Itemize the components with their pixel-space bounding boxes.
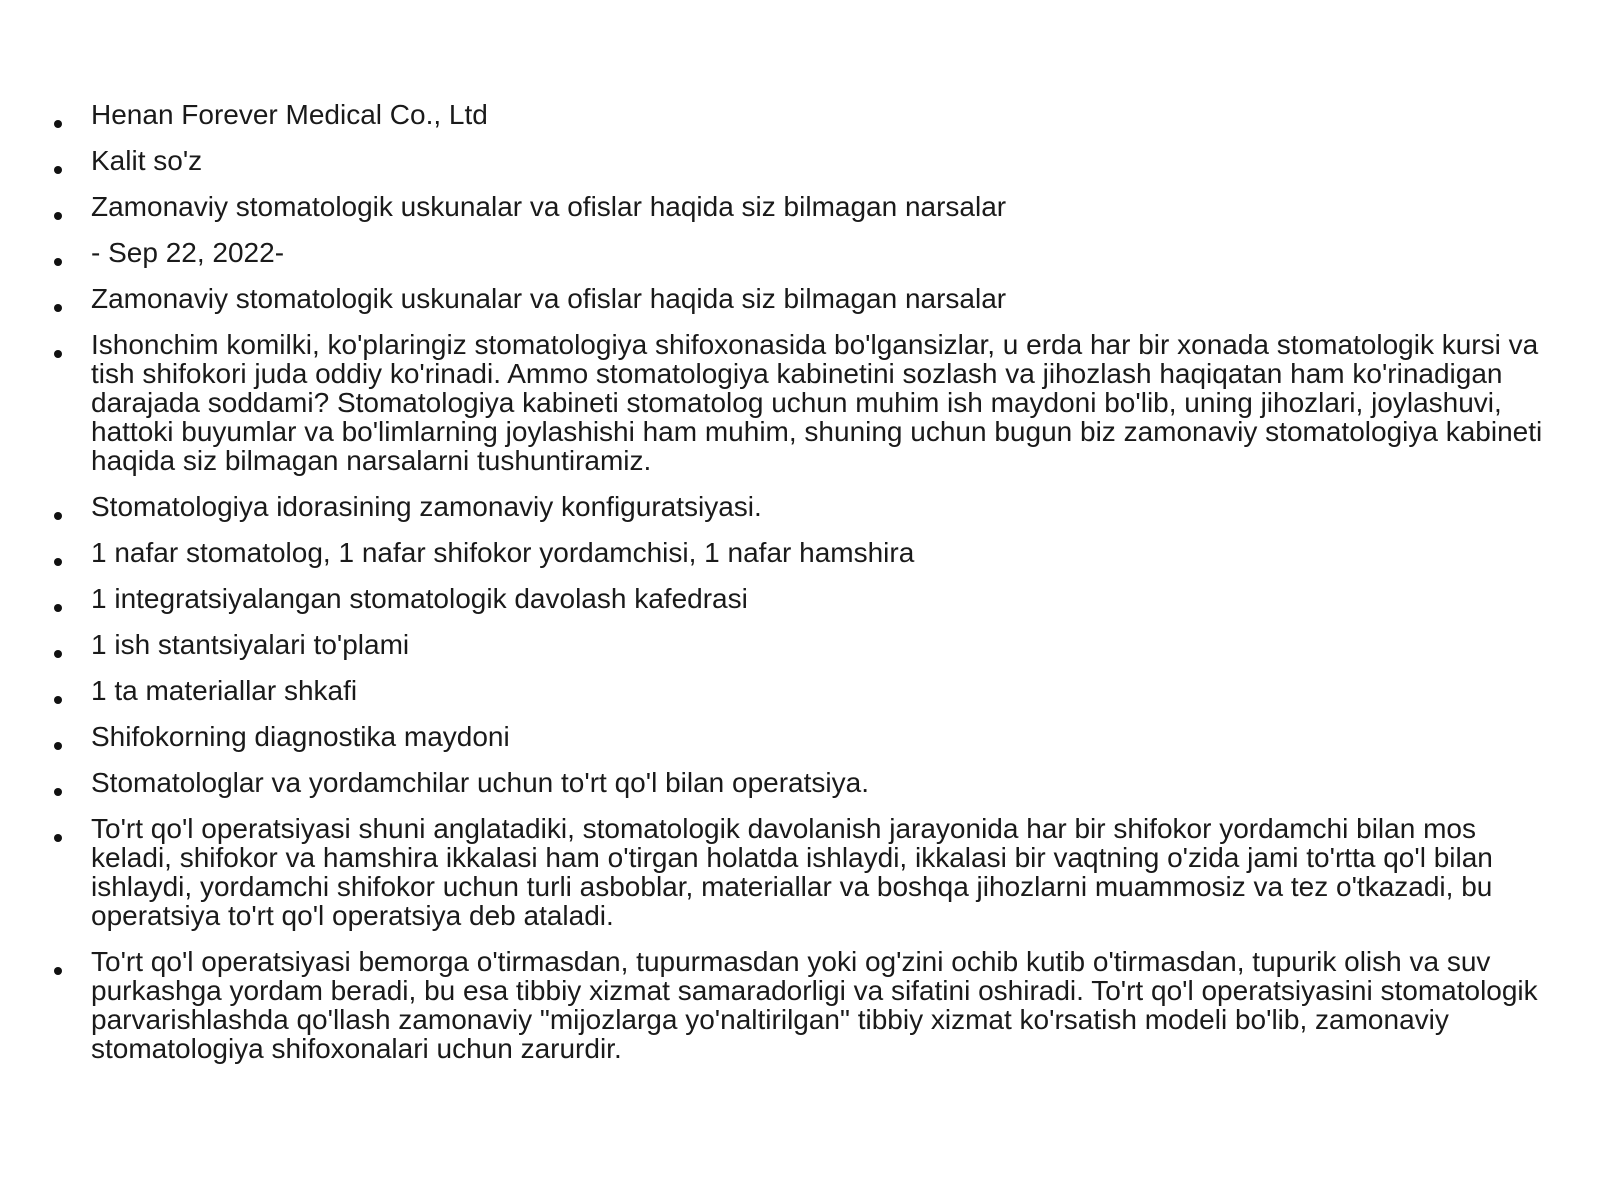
list-item bbox=[0, 584, 1600, 614]
list-item bbox=[0, 538, 1600, 568]
list-item bbox=[0, 146, 1600, 176]
list-item bbox=[0, 768, 1600, 798]
equipment-line: 1 ish stantsiyalari to'plami bbox=[91, 629, 410, 660]
bullet-dot-icon bbox=[54, 834, 62, 842]
bullet-dot-icon bbox=[54, 696, 62, 704]
section-heading: Stomatologiya idorasining zamonaviy konfiguratsiyasi. bbox=[91, 491, 762, 522]
article-date: - Sep 22, 2022- bbox=[91, 237, 285, 268]
article-title: Zamonaviy stomatologik uskunalar va ofislar haqida siz bilmagan narsalar bbox=[91, 191, 1007, 222]
article-heading: Zamonaviy stomatologik uskunalar va ofislar haqida siz bilmagan narsalar bbox=[91, 283, 1007, 314]
staff-line: 1 nafar stomatolog, 1 nafar shifokor yordamchisi, 1 nafar hamshira bbox=[91, 537, 915, 568]
bullet-dot-icon bbox=[54, 967, 62, 975]
bullet-dot-icon bbox=[54, 120, 62, 128]
list-item bbox=[0, 492, 1600, 522]
equipment-line: 1 ta materiallar shkafi bbox=[91, 675, 358, 706]
bullet-dot-icon bbox=[54, 166, 62, 174]
document-page bbox=[0, 100, 1600, 1080]
company-name: Henan Forever Medical Co., Ltd bbox=[91, 99, 488, 130]
bullet-dot-icon bbox=[54, 212, 62, 220]
bullet-dot-icon bbox=[54, 258, 62, 266]
list-item bbox=[0, 238, 1600, 268]
list-item bbox=[0, 814, 1600, 930]
body-paragraph: To'rt qo'l operatsiyasi shuni anglatadiki, stomatologik davolanish jarayonida har bir shifokor yordamchi bilan mos keladi, shifokor va hamshira ikkalasi ham o'tirgan holatda ishlaydi, ikkalasi bir vaqtning o'zida jami to'rtta qo'l bilan ishlaydi, yordamchi shifokor uchun turli asboblar, materiallar va boshqa jihozlarni muammosiz va tez o'tkazadi, bu operatsiya to'rt qo'l operatsiya deb ataladi. bbox=[91, 813, 1493, 931]
section-heading: Stomatologlar va yordamchilar uchun to'rt qo'l bilan operatsiya. bbox=[91, 767, 869, 798]
intro-paragraph: Ishonchim komilki, ko'plaringiz stomatologiya shifoxonasida bo'lgansizlar, u erda har bir xonada stomatologik kursi va tish shifokori juda oddiy ko'rinadi. Ammo stomatologiya kabinetini sozlash va jihozlash haqiqatan ham ko'rinadigan darajada soddami? Stomatologiya kabineti stomatolog uchun muhim ish maydoni bo'lib, uning jihozlari, joylashuvi, hattoki buyumlar va bo'limlarning joylashishi ham muhim, shuning uchun bugun biz zamonaviy stomatologiya kabineti haqida siz bilmagan narsalarni tushuntiramiz. bbox=[91, 329, 1543, 476]
bullet-dot-icon bbox=[54, 350, 62, 358]
list-item bbox=[0, 676, 1600, 706]
list-item bbox=[0, 330, 1600, 475]
keyword-label: Kalit so'z bbox=[91, 145, 203, 176]
equipment-line: Shifokorning diagnostika maydoni bbox=[91, 721, 510, 752]
list-item bbox=[0, 630, 1600, 660]
bullet-dot-icon bbox=[54, 650, 62, 658]
list-item bbox=[0, 192, 1600, 222]
equipment-line: 1 integratsiyalangan stomatologik davolash kafedrasi bbox=[91, 583, 748, 614]
bullet-dot-icon bbox=[54, 558, 62, 566]
bullet-dot-icon bbox=[54, 742, 62, 750]
bullet-dot-icon bbox=[54, 304, 62, 312]
bullet-dot-icon bbox=[54, 512, 62, 520]
bullet-dot-icon bbox=[54, 788, 62, 796]
bullet-dot-icon bbox=[54, 604, 62, 612]
list-item bbox=[0, 100, 1600, 130]
bullet-list bbox=[0, 100, 1600, 1063]
list-item bbox=[0, 947, 1600, 1063]
list-item bbox=[0, 722, 1600, 752]
list-item bbox=[0, 284, 1600, 314]
body-paragraph: To'rt qo'l operatsiyasi bemorga o'tirmasdan, tupurmasdan yoki og'zini ochib kutib o'tirmasdan, tupurik olish va suv purkashga yordam beradi, bu esa tibbiy xizmat samaradorligi va sifatini oshiradi. To'rt qo'l operatsiyasini stomatologik parvarishlashda qo'llash zamonaviy "mijozlarga yo'naltirilgan" tibbiy xizmat ko'rsatish modeli bo'lib, zamonaviy stomatologiya shifoxonalari uchun zarurdir. bbox=[91, 946, 1538, 1064]
